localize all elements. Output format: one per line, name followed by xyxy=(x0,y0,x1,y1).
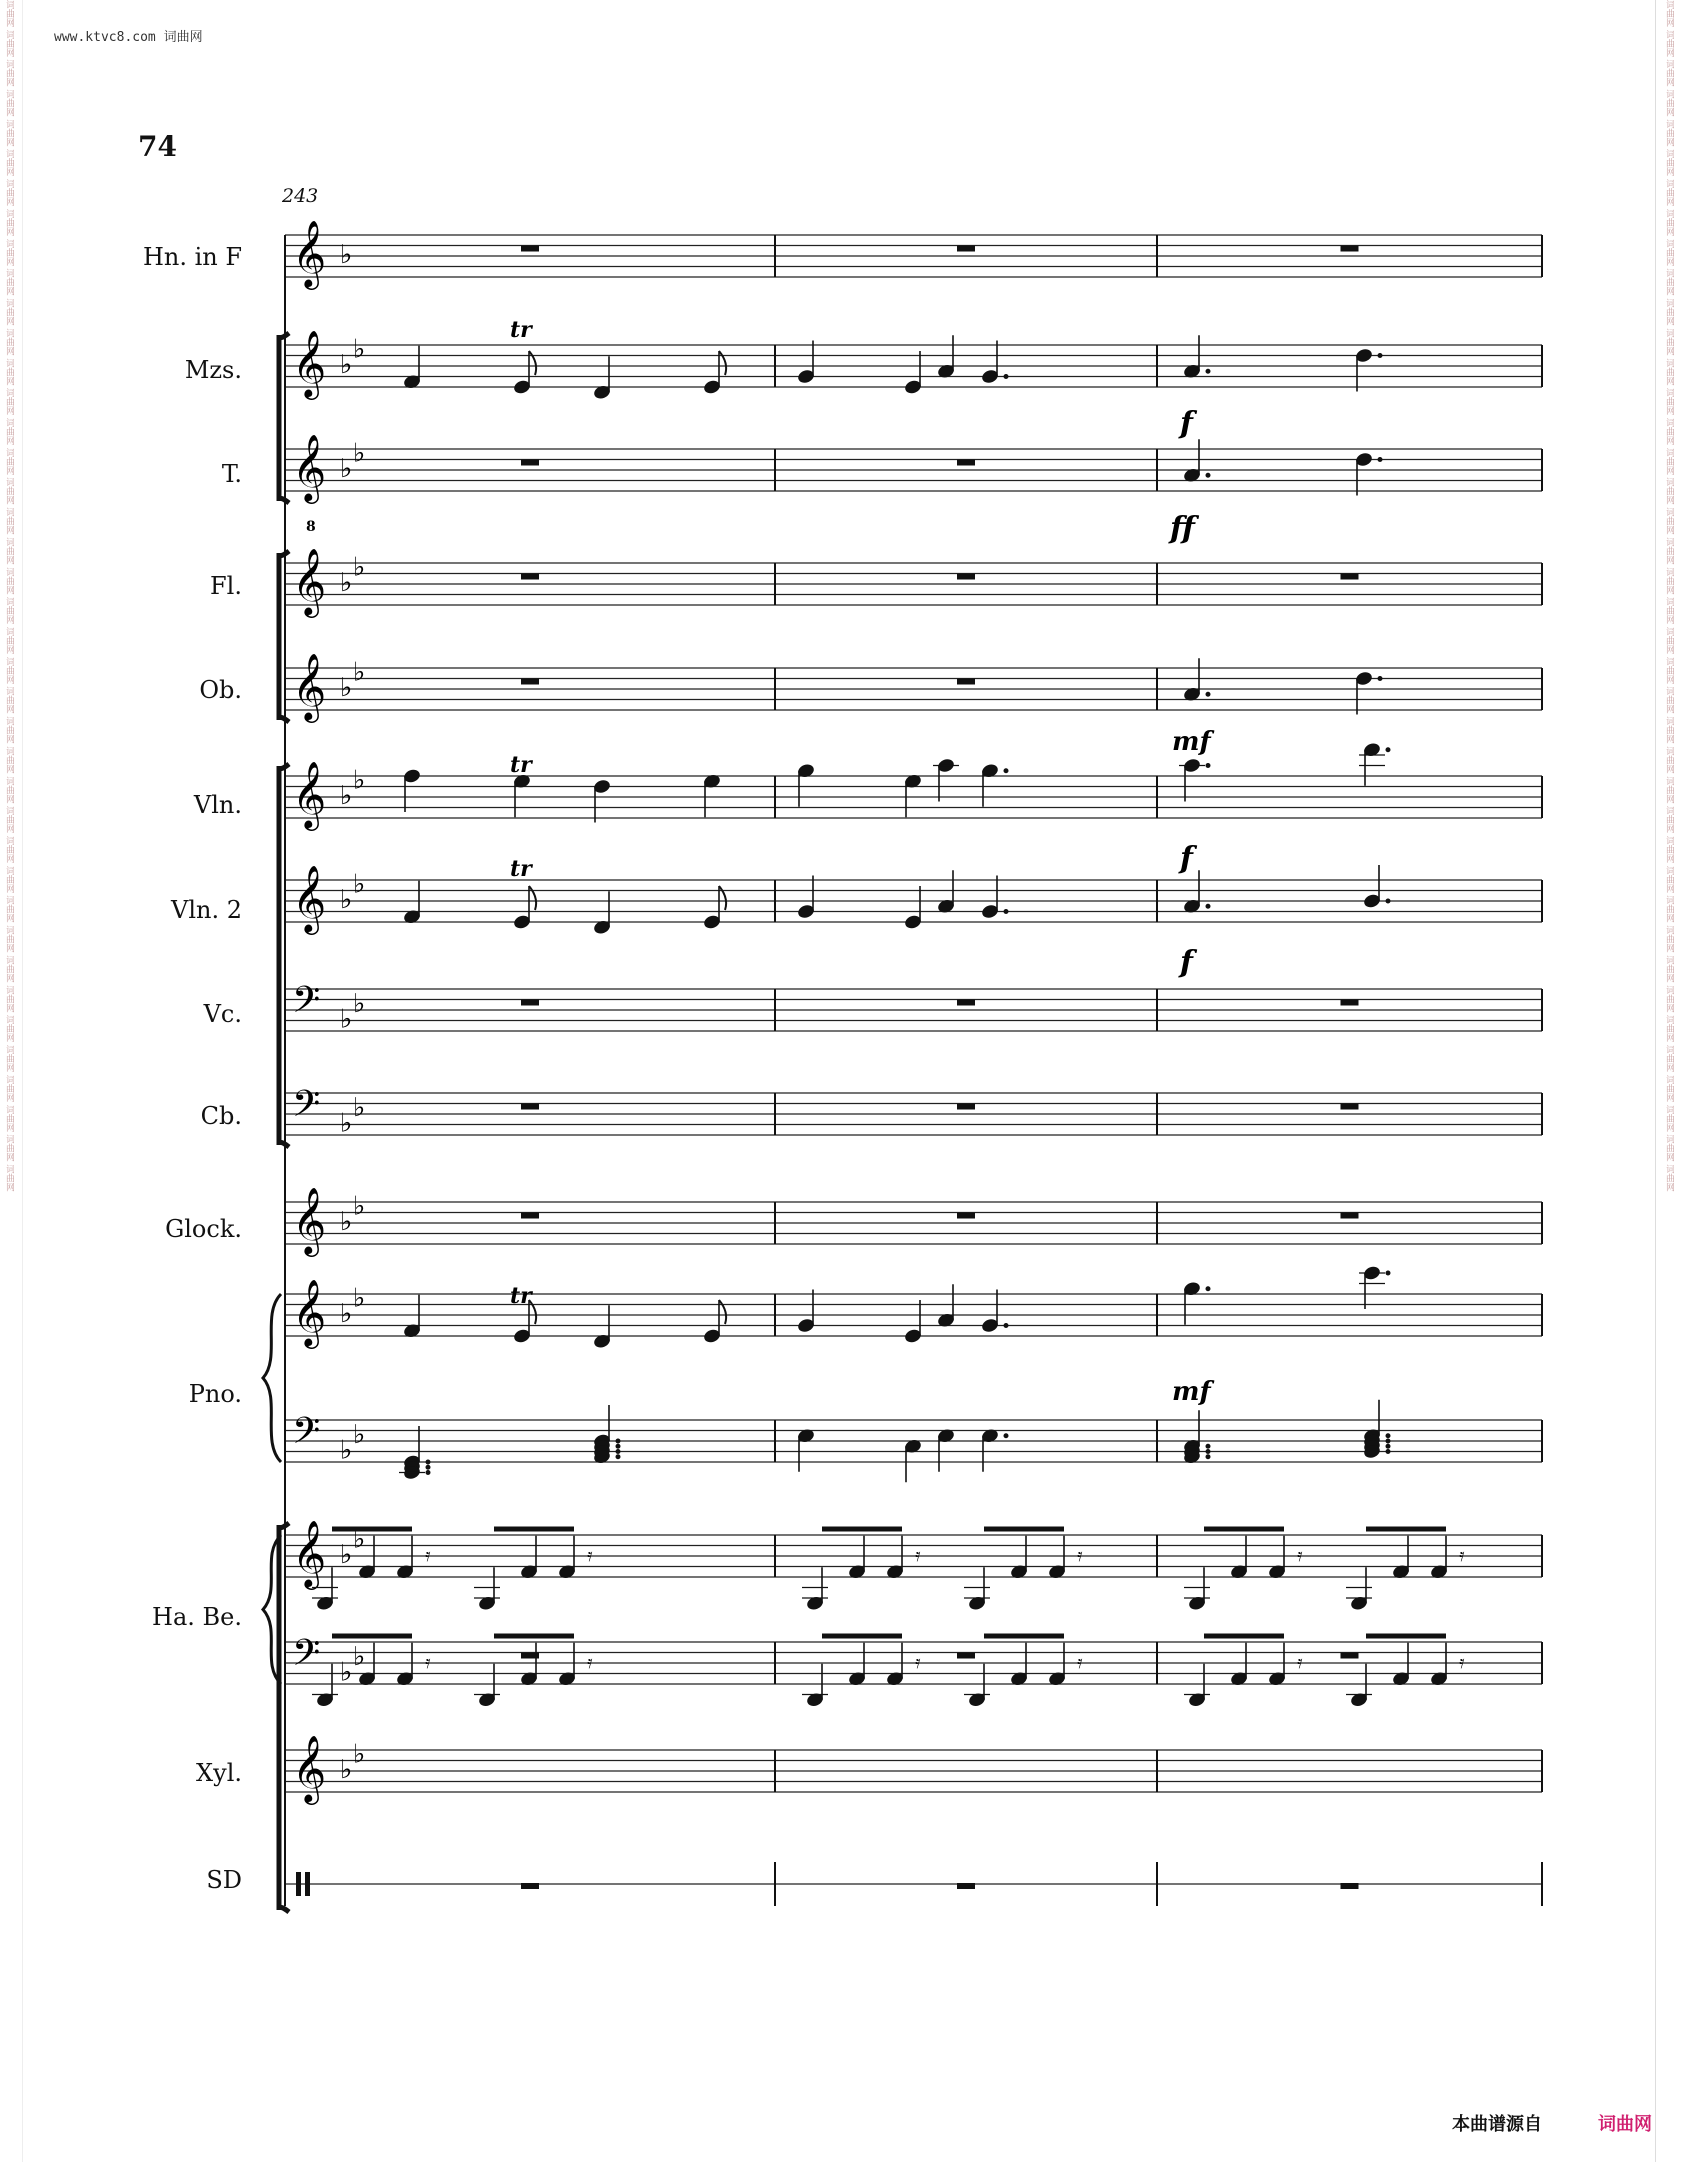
dynamic-mf-oboe: mf xyxy=(1172,727,1211,757)
flat-icon: ♭ xyxy=(353,988,366,1019)
note-dot xyxy=(1206,473,1211,478)
instrument-label-tenor: T. xyxy=(221,460,242,488)
note-dot xyxy=(1386,1433,1391,1438)
note-dot xyxy=(616,1454,621,1459)
whole-rest xyxy=(521,1104,539,1110)
flat-icon: ♭ xyxy=(340,350,353,380)
flat-icon: ♭ xyxy=(353,334,366,365)
whole-rest xyxy=(957,1104,975,1110)
notes xyxy=(312,335,1465,1708)
instrument-label-mezzo: Mzs. xyxy=(184,356,242,384)
flat-icon: ♭ xyxy=(340,1207,353,1237)
note-flag xyxy=(719,351,726,375)
flat-icon: ♭ xyxy=(353,1191,366,1222)
flat-icon: ♭ xyxy=(353,1092,366,1123)
flat-icon: ♭ xyxy=(340,1299,353,1329)
bass-clef-icon: 𝄢 xyxy=(292,979,321,1030)
note-dot xyxy=(1386,1444,1391,1449)
flat-icon: ♭ xyxy=(353,869,366,900)
note-dot xyxy=(1206,1286,1211,1291)
flat-icon: ♭ xyxy=(340,885,353,915)
treble-clef-icon: 𝄞 xyxy=(292,1734,327,1802)
note-flag xyxy=(529,886,536,910)
instrument-label-snare-drum: SD xyxy=(206,1866,242,1894)
sixteenth-rest-icon: 𝄿 xyxy=(587,1652,593,1673)
note-dot xyxy=(1004,374,1009,379)
treble-clef-icon: 𝄞 xyxy=(292,1278,327,1346)
instrument-label-violin2: Vln. 2 xyxy=(171,896,242,924)
instrument-label-contrabass: Cb. xyxy=(200,1102,242,1130)
sixteenth-rest-icon: 𝄿 xyxy=(1459,1545,1465,1566)
clefs xyxy=(292,219,326,1896)
note-dot xyxy=(616,1449,621,1454)
note-dot xyxy=(1206,904,1211,909)
dynamic-f-violin: f xyxy=(1180,841,1193,876)
instrument-label-piano: Pno. xyxy=(188,1380,242,1408)
instrument-label-violin: Vln. xyxy=(193,791,242,819)
treble-clef-icon: 𝄞 xyxy=(292,547,327,615)
note-dot xyxy=(1206,1449,1211,1454)
whole-rest xyxy=(1341,1000,1359,1006)
percussion-clef-icon xyxy=(305,1872,310,1896)
treble-clef-icon: 𝄞 xyxy=(292,864,327,932)
sixteenth-rest-icon: 𝄿 xyxy=(425,1545,431,1566)
flat-icon: ♭ xyxy=(353,1641,366,1672)
instrument-label-xylophone: Xyl. xyxy=(196,1759,242,1787)
sixteenth-rest-icon: 𝄿 xyxy=(915,1652,921,1673)
sixteenth-rest-icon: 𝄿 xyxy=(425,1652,431,1673)
watermark-right: 词曲网 词曲网 词曲网 词曲网 词曲网 词曲网 词曲网 词曲网 词曲网 词曲网 词曲网 词曲网 词曲网 词曲网 词曲网 词曲网 词曲网 词曲网 词曲网 词曲网 词曲网 词曲网 词曲网 词曲网 词曲网 词曲网 词曲网 词曲网 词曲网 词曲网 词曲网 词曲网 词曲网 词曲网 词曲网 词曲网 词曲网 词曲网 词曲网 词曲网 xyxy=(1664,0,1674,1192)
flat-icon: ♭ xyxy=(353,765,366,796)
flat-icon: ♭ xyxy=(353,552,366,583)
instrument-label-horn: Hn. in F xyxy=(142,243,242,271)
whole-rest xyxy=(957,1653,975,1659)
note-dot xyxy=(1004,1433,1009,1438)
note-dot xyxy=(426,1460,431,1465)
dynamic-f-mezzo: f xyxy=(1180,406,1193,441)
whole-rest xyxy=(521,1000,539,1006)
note-dot xyxy=(1378,353,1383,358)
whole-rest xyxy=(957,246,975,252)
flat-icon: ♭ xyxy=(340,1004,353,1035)
flat-icon: ♭ xyxy=(353,1283,366,1314)
note-flag xyxy=(529,351,536,375)
note-dot xyxy=(1386,1439,1391,1444)
whole-rest xyxy=(957,679,975,685)
flat-icon: ♭ xyxy=(340,1755,353,1785)
whole-rest xyxy=(957,460,975,466)
note-dot xyxy=(1378,676,1383,681)
sixteenth-rest-icon: 𝄿 xyxy=(1297,1652,1303,1673)
flat-icon: ♭ xyxy=(340,1657,353,1688)
flat-icon: ♭ xyxy=(353,1419,366,1450)
octave-8-tenor: 8 xyxy=(306,519,316,535)
whole-rest xyxy=(957,1000,975,1006)
flat-icon: ♭ xyxy=(353,1524,366,1555)
note-dot xyxy=(1206,1454,1211,1459)
note-dot xyxy=(616,1439,621,1444)
site-name[interactable]: 词曲网 xyxy=(163,30,203,45)
flat-icon: ♭ xyxy=(340,673,353,703)
note-dot xyxy=(1206,692,1211,697)
flat-icon: ♭ xyxy=(340,1540,353,1570)
bass-clef-icon: 𝄢 xyxy=(292,1632,321,1683)
whole-rest xyxy=(1341,1883,1359,1889)
treble-clef-icon: 𝄞 xyxy=(292,219,327,287)
sixteenth-rest-icon: 𝄿 xyxy=(915,1545,921,1566)
measure-number: 243 xyxy=(282,185,319,207)
flat-icon: ♭ xyxy=(340,781,353,811)
whole-rest xyxy=(521,1883,539,1889)
page-number: 74 xyxy=(138,130,177,163)
flat-icon: ♭ xyxy=(353,438,366,469)
percussion-clef-icon xyxy=(296,1872,301,1896)
treble-clef-icon: 𝄞 xyxy=(292,1186,327,1254)
flat-icon: ♭ xyxy=(340,1108,353,1139)
instrument-label-oboe: Ob. xyxy=(199,676,242,704)
note-dot xyxy=(1378,457,1383,462)
dynamic-mf-piano: mf xyxy=(1172,1377,1211,1407)
treble-clef-icon: 𝄞 xyxy=(292,433,327,501)
flat-icon: ♭ xyxy=(353,657,366,688)
footer-source-text: 本曲谱源自 xyxy=(1452,2114,1542,2135)
whole-rest xyxy=(521,679,539,685)
sixteenth-rest-icon: 𝄿 xyxy=(1077,1652,1083,1673)
key-signatures xyxy=(340,240,365,1785)
treble-clef-icon: 𝄞 xyxy=(292,760,327,828)
site-url[interactable]: www.ktvc8.com xyxy=(54,30,156,45)
whole-rest xyxy=(1341,1104,1359,1110)
note-dot xyxy=(616,1444,621,1449)
sixteenth-rest-icon: 𝄿 xyxy=(1459,1652,1465,1673)
note-dot xyxy=(1386,899,1391,904)
staff-lines xyxy=(285,235,1542,1884)
instrument-label-glockenspiel: Glock. xyxy=(165,1215,242,1243)
whole-rest xyxy=(521,246,539,252)
note-dot xyxy=(1004,909,1009,914)
brace xyxy=(263,1294,281,1462)
sixteenth-rest-icon: 𝄿 xyxy=(587,1545,593,1566)
instrument-label-harp-bells: Ha. Be. xyxy=(152,1603,242,1631)
treble-clef-icon: 𝄞 xyxy=(292,652,327,720)
bass-clef-icon: 𝄢 xyxy=(292,1083,321,1134)
dynamic-f-violin2: f xyxy=(1180,945,1193,980)
note-flag xyxy=(719,1300,726,1324)
whole-rest xyxy=(957,574,975,580)
whole-rest xyxy=(1341,574,1359,580)
trill-mark-violin: tr xyxy=(510,752,532,778)
whole-rest xyxy=(1341,1653,1359,1659)
flat-icon: ♭ xyxy=(340,454,353,484)
whole-rest xyxy=(521,1213,539,1219)
sixteenth-rest-icon: 𝄿 xyxy=(1297,1545,1303,1566)
note-dot xyxy=(1004,1323,1009,1328)
whole-rest xyxy=(1341,1213,1359,1219)
whole-rest xyxy=(1341,246,1359,252)
note-dot xyxy=(1206,763,1211,768)
note-dot xyxy=(1386,1449,1391,1454)
trill-mark-mezzo: tr xyxy=(510,317,532,343)
note-dot xyxy=(426,1465,431,1470)
note-dot xyxy=(1004,768,1009,773)
treble-clef-icon: 𝄞 xyxy=(292,1519,327,1587)
whole-rest xyxy=(957,1883,975,1889)
instrument-label-flute: Fl. xyxy=(210,572,242,600)
note-dot xyxy=(1206,369,1211,374)
flat-icon: ♭ xyxy=(340,240,353,270)
whole-rest xyxy=(521,460,539,466)
note-flag xyxy=(719,886,726,910)
dynamic-ff-tenor: ff xyxy=(1170,511,1195,546)
sixteenth-rest-icon: 𝄿 xyxy=(1077,1545,1083,1566)
trill-mark-violin2: tr xyxy=(510,856,532,882)
whole-rest xyxy=(957,1213,975,1219)
flat-icon: ♭ xyxy=(340,568,353,598)
instrument-label-cello: Vc. xyxy=(203,1000,242,1028)
flat-icon: ♭ xyxy=(353,1739,366,1770)
note-dot xyxy=(1386,1271,1391,1276)
whole-rest xyxy=(521,574,539,580)
note-dot xyxy=(1206,1444,1211,1449)
trill-mark-piano: tr xyxy=(510,1283,532,1309)
footer-brand-link[interactable]: 词曲网 xyxy=(1598,2114,1652,2135)
treble-clef-icon: 𝄞 xyxy=(292,329,327,397)
bass-clef-icon: 𝄢 xyxy=(292,1410,321,1461)
note-dot xyxy=(1386,747,1391,752)
note-dot xyxy=(426,1470,431,1475)
watermark-left: 词曲网 词曲网 词曲网 词曲网 词曲网 词曲网 词曲网 词曲网 词曲网 词曲网 词曲网 词曲网 词曲网 词曲网 词曲网 词曲网 词曲网 词曲网 词曲网 词曲网 词曲网 词曲网 词曲网 词曲网 词曲网 词曲网 词曲网 词曲网 词曲网 词曲网 词曲网 词曲网 词曲网 词曲网 词曲网 词曲网 词曲网 词曲网 词曲网 词曲网 xyxy=(4,0,14,1192)
flat-icon: ♭ xyxy=(340,1435,353,1466)
